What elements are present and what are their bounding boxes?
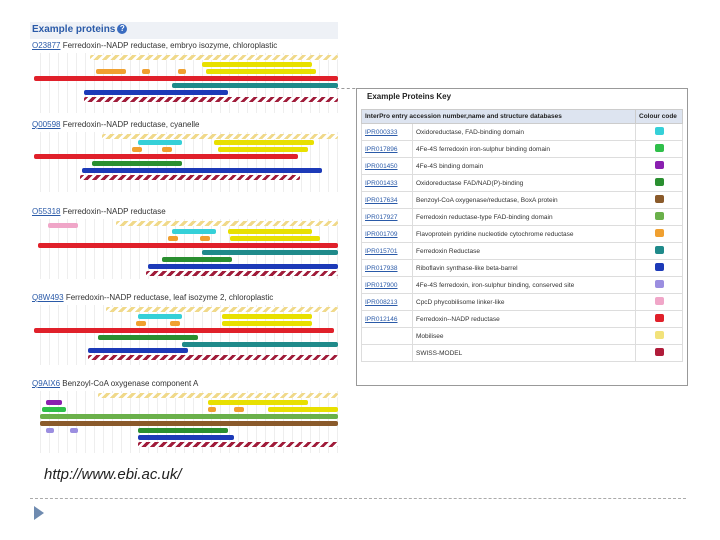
key-accession-link (362, 345, 413, 362)
key-table (361, 109, 683, 362)
panel-title: Example proteins (32, 24, 116, 35)
track-bar[interactable] (172, 229, 216, 234)
key-entry-name: Mobilisee (413, 328, 636, 345)
track-bar[interactable] (46, 428, 54, 433)
protein-accession-link[interactable]: Q8W493 (32, 293, 64, 302)
track-bar[interactable] (268, 407, 338, 412)
colour-swatch-icon (655, 331, 664, 339)
track-bar[interactable] (40, 421, 338, 426)
key-row (362, 175, 683, 192)
track-bar[interactable] (200, 236, 210, 241)
track-bar[interactable] (208, 407, 216, 412)
key-colour-cell (636, 277, 683, 294)
track-bar[interactable] (218, 147, 308, 152)
track-bar[interactable] (148, 264, 338, 269)
track-bar[interactable] (90, 55, 338, 60)
track-bar[interactable] (34, 328, 334, 333)
key-row (362, 328, 683, 345)
protein-track (32, 219, 338, 279)
track-bar[interactable] (208, 400, 308, 405)
colour-swatch-icon (655, 161, 664, 169)
protein-title (32, 379, 198, 388)
colour-swatch-icon (655, 246, 664, 254)
track-bar[interactable] (106, 307, 338, 312)
key-header-entry: InterPro entry accession number,name and structure databases (362, 110, 636, 124)
key-row (362, 345, 683, 362)
track-bar[interactable] (48, 223, 78, 228)
colour-swatch-icon (655, 348, 664, 356)
protein-description: Benzoyl-CoA oxygenase component A (62, 379, 199, 388)
colour-swatch-icon (655, 127, 664, 135)
key-entry-name: Ferredoxin Reductase (413, 243, 636, 260)
key-accession-link[interactable]: IPR017634 (362, 192, 413, 209)
track-bar[interactable] (40, 414, 338, 419)
key-entry-name: Ferredoxin--NADP reductase (413, 311, 636, 328)
key-row (362, 124, 683, 141)
key-colour-cell (636, 158, 683, 175)
key-entry-name: Flavoprotein pyridine nucleotide cytochrome reductase (413, 226, 636, 243)
protein-title (32, 41, 277, 50)
key-entry-name: 4Fe-4S binding domain (413, 158, 636, 175)
colour-swatch-icon (655, 212, 664, 220)
track-bar[interactable] (182, 342, 338, 347)
key-row (362, 311, 683, 328)
track-bar[interactable] (132, 147, 142, 152)
key-accession-link[interactable]: IPR017896 (362, 141, 413, 158)
protein-title (32, 293, 273, 302)
key-colour-cell (636, 226, 683, 243)
key-row (362, 226, 683, 243)
protein-description: Ferredoxin--NADP reductase, cyanelle (62, 120, 200, 129)
track-bar[interactable] (146, 271, 338, 276)
source-url[interactable]: http://www.ebi.ac.uk/ (44, 466, 182, 483)
track-bar[interactable] (170, 321, 180, 326)
protein-track (32, 53, 338, 113)
track-bar[interactable] (222, 314, 312, 319)
track-bar[interactable] (88, 348, 188, 353)
colour-swatch-icon (655, 263, 664, 271)
key-accession-link[interactable]: IPR015701 (362, 243, 413, 260)
track-bar[interactable] (84, 90, 228, 95)
track-bar[interactable] (138, 314, 182, 319)
key-row (362, 192, 683, 209)
track-bar[interactable] (214, 140, 314, 145)
protein-track (32, 305, 338, 365)
track-bar[interactable] (92, 161, 182, 166)
track-bar[interactable] (88, 355, 338, 360)
key-accession-link[interactable]: IPR001709 (362, 226, 413, 243)
key-colour-cell (636, 192, 683, 209)
key-accession-link[interactable]: IPR001433 (362, 175, 413, 192)
track-bar[interactable] (138, 442, 338, 447)
key-row (362, 209, 683, 226)
track-bar[interactable] (230, 236, 320, 241)
track-bar[interactable] (162, 257, 232, 262)
key-accession-link[interactable]: IPR001450 (362, 158, 413, 175)
track-bar[interactable] (80, 175, 300, 180)
key-header-colour: Colour code (636, 110, 683, 124)
key-colour-cell (636, 124, 683, 141)
track-bar[interactable] (102, 134, 338, 139)
track-bar[interactable] (98, 335, 198, 340)
track-bar[interactable] (202, 250, 338, 255)
track-bar[interactable] (42, 407, 66, 412)
bullet-arrow-icon (34, 506, 44, 520)
key-row (362, 158, 683, 175)
track-bar[interactable] (142, 69, 150, 74)
example-proteins-panel (30, 22, 338, 460)
track-bar[interactable] (116, 221, 338, 226)
key-accession-link[interactable]: IPR000333 (362, 124, 413, 141)
track-bar[interactable] (178, 69, 186, 74)
key-row (362, 294, 683, 311)
protein-title (32, 207, 166, 216)
track-bar[interactable] (228, 229, 312, 234)
key-colour-cell (636, 328, 683, 345)
key-colour-cell (636, 311, 683, 328)
key-colour-cell (636, 209, 683, 226)
track-grid (32, 219, 338, 279)
colour-swatch-icon (655, 314, 664, 322)
key-entry-name: Oxidoreductase FAD/NAD(P)-binding (413, 175, 636, 192)
key-accession-link[interactable]: IPR017900 (362, 277, 413, 294)
track-bar[interactable] (172, 83, 338, 88)
key-entry-name: 4Fe-4S ferredoxin, iron-sulphur binding, conserved site (413, 277, 636, 294)
key-entry-name: Oxidoreductase, FAD-binding domain (413, 124, 636, 141)
key-entry-name: CpcD phycobilisome linker-like (413, 294, 636, 311)
help-icon[interactable]: ? (117, 24, 127, 34)
track-bar[interactable] (206, 69, 316, 74)
key-accession-link[interactable]: IPR017927 (362, 209, 413, 226)
key-title: Example Proteins Key (367, 92, 452, 101)
protein-accession-link[interactable]: Q9AIX6 (32, 379, 61, 388)
track-bar[interactable] (138, 428, 228, 433)
colour-swatch-icon (655, 280, 664, 288)
key-colour-cell (636, 294, 683, 311)
key-colour-cell (636, 141, 683, 158)
key-colour-cell (636, 260, 683, 277)
colour-swatch-icon (655, 297, 664, 305)
track-bar[interactable] (222, 321, 312, 326)
protein-description: Ferredoxin--NADP reductase (62, 207, 166, 216)
key-accession-link[interactable]: IPR017938 (362, 260, 413, 277)
track-bar[interactable] (70, 428, 78, 433)
protein-description: Ferredoxin--NADP reductase, embryo isozyme, chloroplastic (62, 41, 278, 50)
key-row (362, 141, 683, 158)
track-bar[interactable] (136, 321, 146, 326)
key-row (362, 277, 683, 294)
colour-swatch-icon (655, 229, 664, 237)
key-row (362, 260, 683, 277)
track-bar[interactable] (168, 236, 178, 241)
key-colour-cell (636, 243, 683, 260)
protein-description: Ferredoxin--NADP reductase, leaf isozyme 2, chloroplastic (65, 293, 274, 302)
divider (30, 498, 686, 499)
key-entry-name: Riboflavin synthase-like beta-barrel (413, 260, 636, 277)
key-entry-name: Benzoyl-CoA oxygenase/reductase, BoxA protein (413, 192, 636, 209)
key-colour-cell (636, 175, 683, 192)
track-bar[interactable] (38, 243, 338, 248)
key-accession-link (362, 328, 413, 345)
key-entry-name: Ferredoxin reductase-type FAD-binding domain (413, 209, 636, 226)
track-bar[interactable] (96, 69, 126, 74)
protein-track (32, 132, 338, 192)
panel-title-bar (30, 22, 338, 39)
track-bar[interactable] (34, 154, 298, 159)
track-bar[interactable] (34, 76, 338, 81)
protein-accession-link[interactable]: Q00598 (32, 120, 61, 129)
track-bar[interactable] (82, 168, 322, 173)
colour-swatch-icon (655, 195, 664, 203)
track-bar[interactable] (84, 97, 338, 102)
key-entry-name: 4Fe-4S ferredoxin iron-sulphur binding domain (413, 141, 636, 158)
key-row (362, 243, 683, 260)
track-bar[interactable] (202, 62, 312, 67)
key-accession-link[interactable]: IPR008213 (362, 294, 413, 311)
track-bar[interactable] (138, 140, 182, 145)
track-bar[interactable] (234, 407, 244, 412)
track-bar[interactable] (138, 435, 234, 440)
key-header-row (362, 110, 683, 124)
track-bar[interactable] (46, 400, 62, 405)
track-bar[interactable] (98, 393, 338, 398)
protein-accession-link[interactable]: O23877 (32, 41, 61, 50)
key-entry-name: SWISS-MODEL (413, 345, 636, 362)
example-proteins-key (356, 88, 688, 386)
key-colour-cell (636, 345, 683, 362)
colour-swatch-icon (655, 178, 664, 186)
key-body (362, 124, 683, 362)
colour-swatch-icon (655, 144, 664, 152)
track-bar[interactable] (162, 147, 172, 152)
protein-track (32, 391, 338, 453)
key-accession-link[interactable]: IPR012146 (362, 311, 413, 328)
protein-accession-link[interactable]: O55318 (32, 207, 61, 216)
protein-title (32, 120, 200, 129)
